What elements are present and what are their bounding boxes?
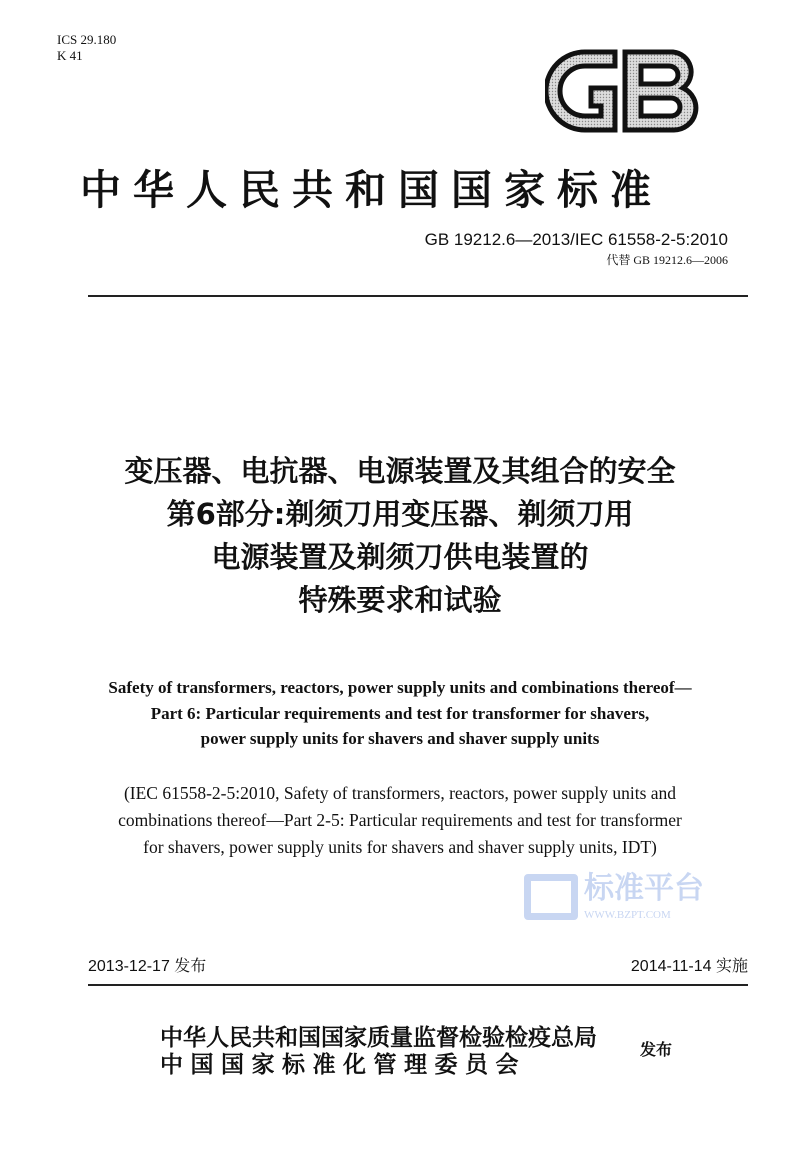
publisher-line: 中华人民共和国国家质量监督检验检疫总局 — [160, 1025, 597, 1051]
iec-line: (IEC 61558-2-5:2010, Safety of transformers, reactors, power supply units and — [123, 783, 677, 803]
en-title-line: Safety of transformers, reactors, power supply units and combinations thereof— — [108, 678, 692, 697]
watermark-url: WWW.BZPT.COM — [584, 909, 671, 921]
watermark — [524, 871, 724, 924]
gb-logo — [545, 48, 707, 134]
top-divider — [88, 295, 748, 297]
chinese-title — [0, 450, 800, 622]
watermark-logo-icon — [524, 874, 578, 920]
publisher-line: 中国国家标准化管理委员会 — [160, 1052, 526, 1078]
iec-line: combinations thereof—Part 2-5: Particular requirements and test for transformer — [118, 810, 682, 830]
publish-date: 2013-12-17 发布 — [88, 958, 207, 975]
ccs-code: K 41 — [57, 48, 83, 63]
cn-title-line: 电源装置及剃须刀供电装置的 — [211, 540, 589, 574]
national-standard-title: 中华人民共和国国家标准 — [80, 166, 663, 214]
en-title-line: power supply units for shavers and shaver supply units — [200, 729, 600, 748]
ics-code: ICS 29.180 — [57, 32, 117, 47]
iec-line: for shavers, power supply units for shavers and shaver supply units, IDT) — [143, 837, 657, 857]
replaces-standard: 代替 GB 19212.6—2006 — [606, 253, 728, 267]
bottom-divider — [88, 984, 748, 986]
issue-label: 发布 — [640, 1040, 673, 1059]
cn-title-line: 第6部分:剃须刀用变压器、剃须刀用 — [166, 497, 634, 531]
en-title-line: Part 6: Particular requirements and test for transformer for shavers, — [150, 703, 650, 723]
cn-title-line: 变压器、电抗器、电源装置及其组合的安全 — [124, 454, 676, 488]
watermark-text: 标准平台 — [584, 871, 704, 906]
publishers — [160, 1025, 597, 1079]
implement-date: 2014-11-14 实施 — [630, 958, 748, 975]
classification-codes — [57, 32, 116, 64]
standard-number: GB 19212.6—2013/IEC 61558-2-5:2010 — [424, 230, 728, 249]
iec-reference — [0, 780, 800, 861]
cn-title-line: 特殊要求和试验 — [298, 583, 502, 617]
english-title — [0, 675, 800, 752]
